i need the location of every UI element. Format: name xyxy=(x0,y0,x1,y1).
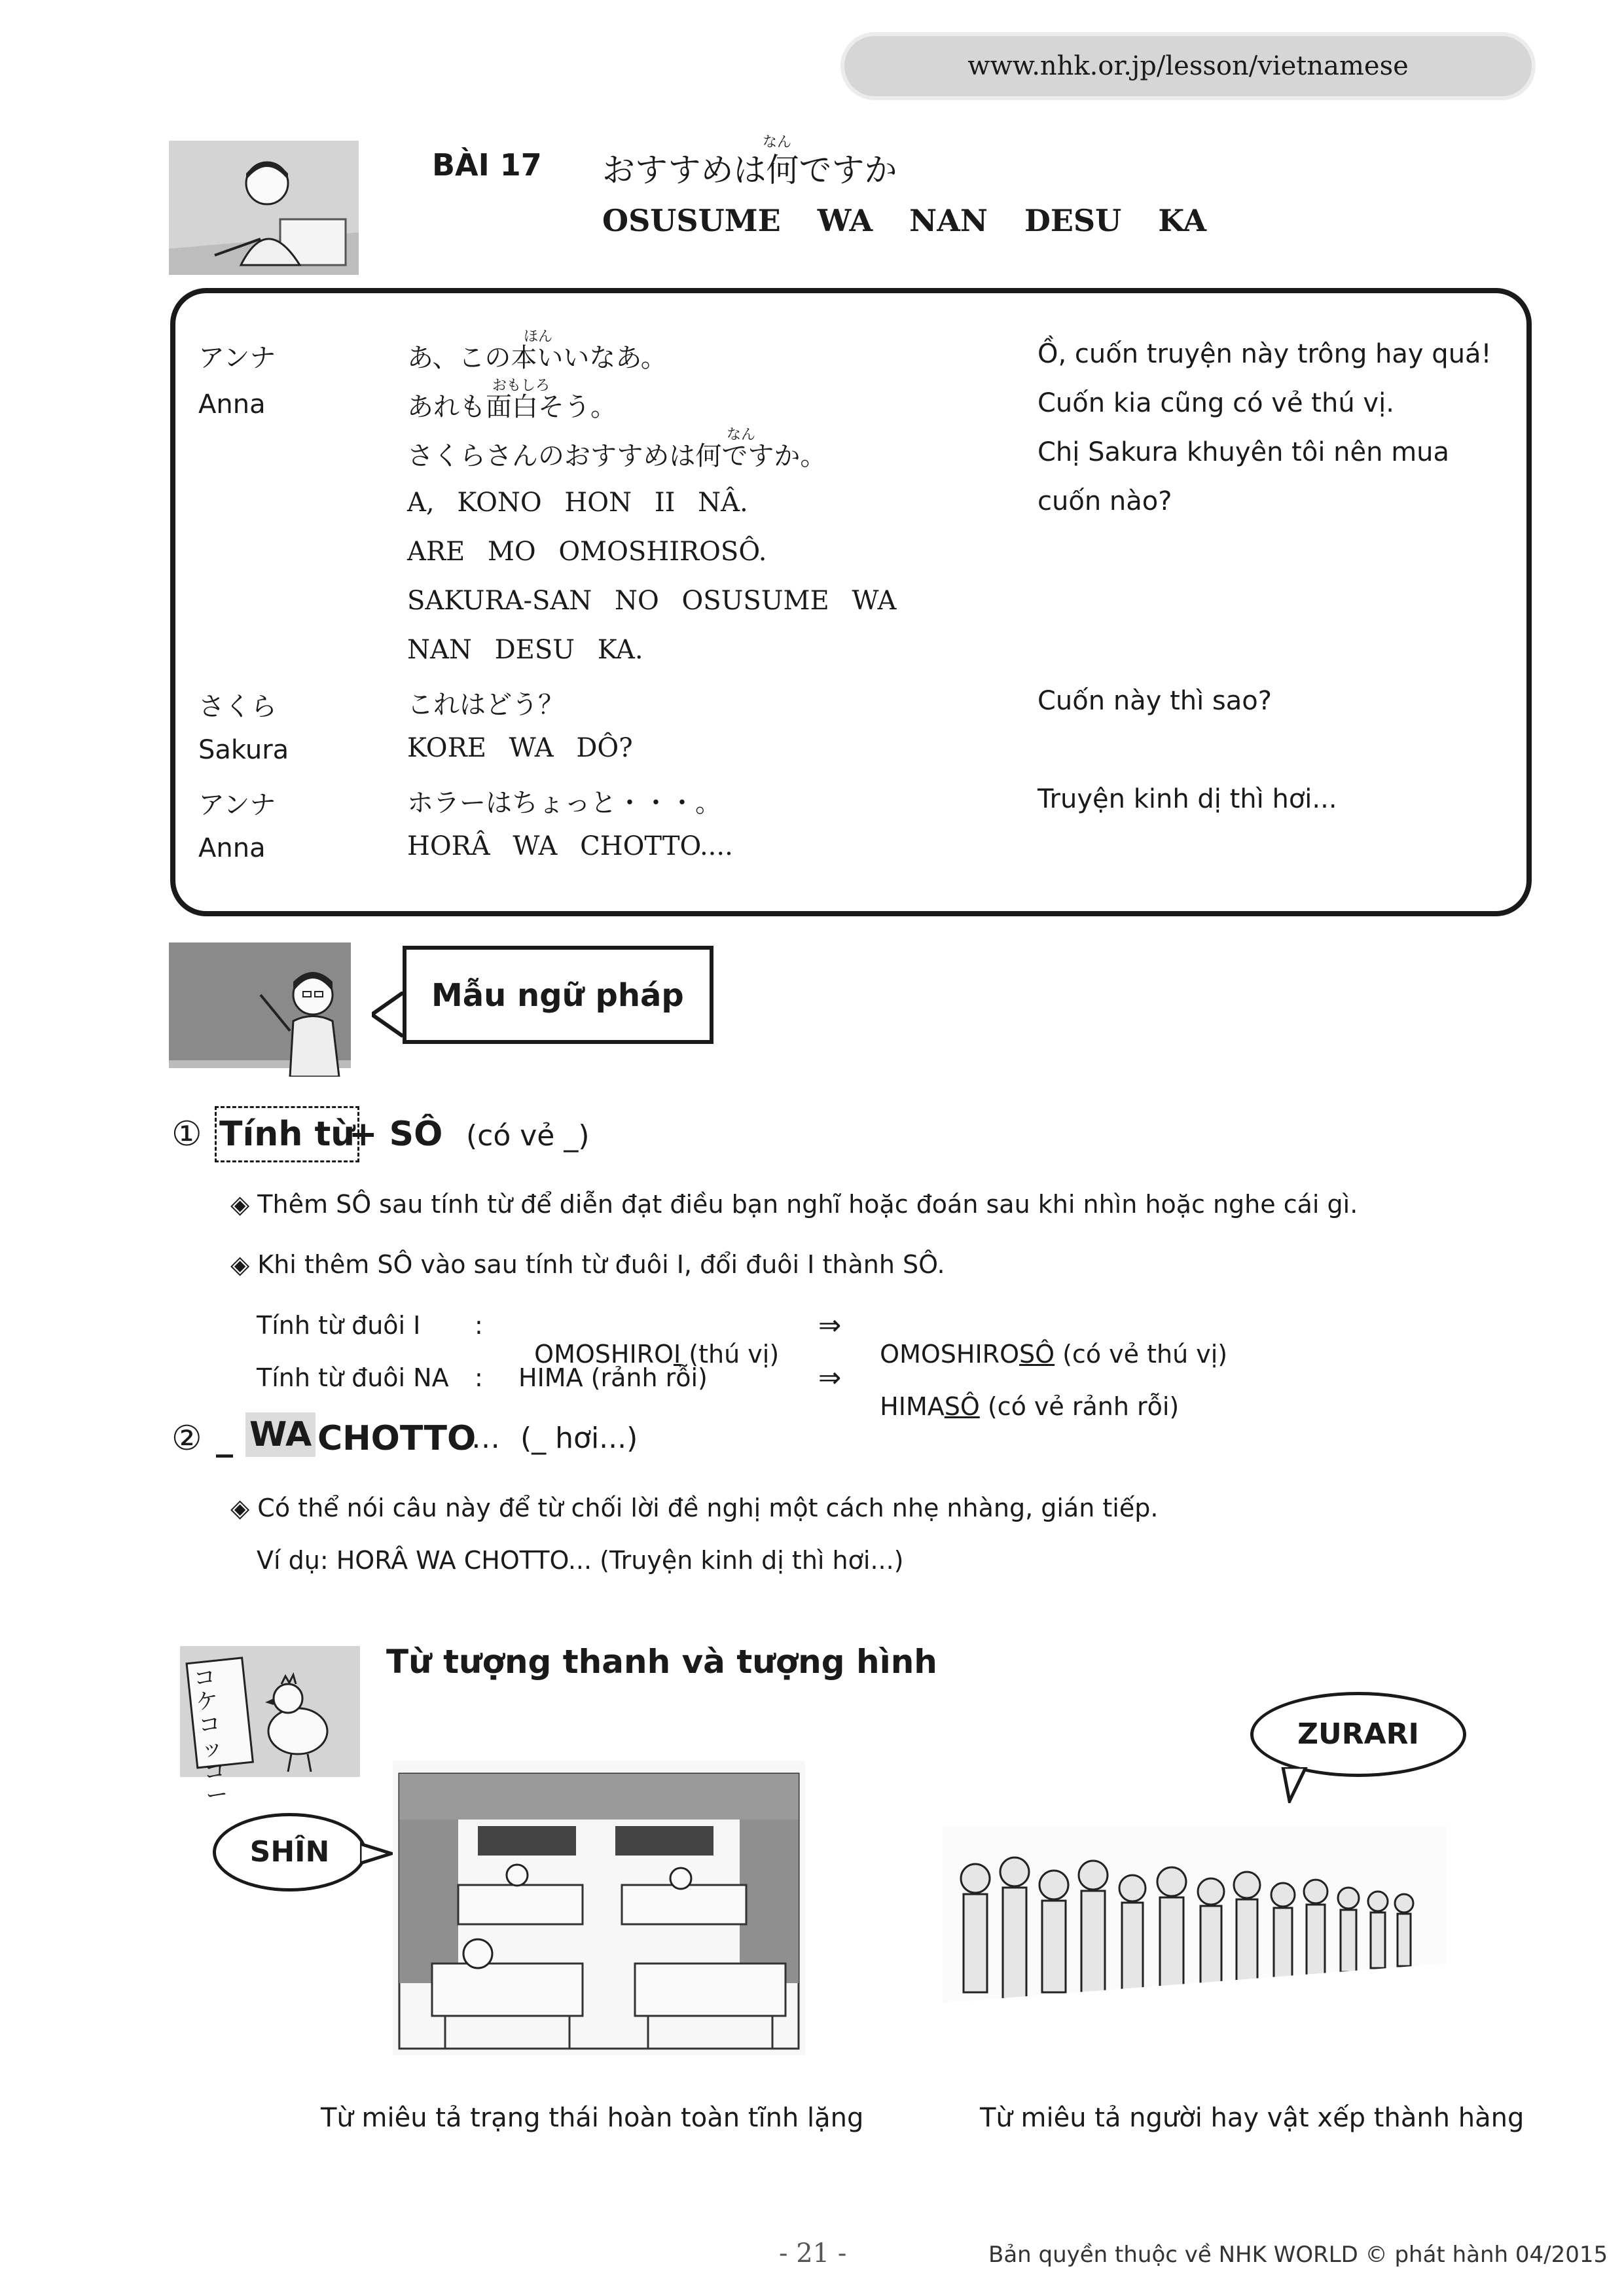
speaker-anna2-romaji: Anna xyxy=(198,833,266,863)
row2-label: Tính từ đuôi NA xyxy=(257,1363,449,1392)
row1-colon: : xyxy=(475,1311,483,1340)
ruby-nan: なん xyxy=(763,134,792,151)
row1-result xyxy=(864,1311,1227,1369)
shin-bubble: SHÎN xyxy=(213,1813,367,1892)
point1-note1: ◈ Thêm SÔ sau tính từ để diễn đạt điều bạn nghĩ hoặc đoán sau khi nhìn hoặc nghe cái gì. xyxy=(230,1190,1358,1219)
point2-blank: _ xyxy=(216,1419,233,1458)
point2-meaning: (_ hơi...) xyxy=(520,1422,638,1455)
point2-number: ② xyxy=(171,1419,202,1458)
zurari-bubble: ZURARI xyxy=(1250,1692,1466,1777)
anna2-translation: Truyện kinh dị thì hơi... xyxy=(1038,784,1337,814)
row1-arrow: ⇒ xyxy=(818,1309,842,1341)
page-number: - 21 - xyxy=(779,2238,847,2269)
sakura-translation: Cuốn này thì sao? xyxy=(1038,686,1272,716)
library-caption: Từ miêu tả trạng thái hoàn toàn tĩnh lặng xyxy=(321,2103,864,2133)
row2-dst-stem: HIMA xyxy=(880,1392,945,1421)
row1-source xyxy=(518,1311,779,1369)
row1-src-stem: OMOSHIRO xyxy=(534,1340,674,1369)
row2-result xyxy=(864,1363,1179,1421)
speaker-anna-romaji: Anna xyxy=(198,389,266,420)
romaji-line-3: SAKURA-SAN NO OSUSUME WA xyxy=(407,586,897,616)
jp-line-1: あ、この本いいなあ。 xyxy=(407,343,667,373)
ruby-omoshiro: おもしろ xyxy=(492,378,550,394)
lesson-title-jp-text: おすすめは何ですか xyxy=(602,151,897,189)
row2-dst-gloss: (có vẻ rảnh rỗi) xyxy=(979,1392,1180,1421)
point2-ellipsis: … xyxy=(471,1422,500,1455)
zurari-bubble-tail xyxy=(1280,1767,1312,1803)
shin-bubble-tail xyxy=(360,1840,393,1867)
row1-dst-gloss: (có vẻ thú vị) xyxy=(1055,1340,1228,1369)
point1-number: ① xyxy=(171,1115,202,1154)
speaker-sakura-jp: さくら xyxy=(198,692,277,722)
point2-term-highlight: WA xyxy=(245,1412,316,1457)
teacher-illustration xyxy=(169,936,351,1077)
lesson-illustration xyxy=(169,141,359,275)
speaker-anna-jp: アンナ xyxy=(198,343,276,373)
row2-colon: : xyxy=(475,1363,483,1392)
onomatopoeia-title: Từ tượng thanh và tượng hình xyxy=(386,1643,937,1681)
row1-src-gloss: (thú vị) xyxy=(681,1340,780,1369)
romaji-line-1: A, KONO HON II NÂ. xyxy=(407,488,748,518)
jp-line-3: さくらさんのおすすめは何ですか。 xyxy=(407,441,827,471)
queue-caption: Từ miêu tả người hay vật xếp thành hàng xyxy=(980,2103,1525,2133)
row2-dst-ending: SÔ xyxy=(944,1392,980,1421)
anna2-jp-line: ホラーはちょっと・・・。 xyxy=(407,788,721,818)
point1-note2: ◈ Khi thêm SÔ vào sau tính từ đuôi I, đổi đuôi I thành SÔ. xyxy=(230,1250,945,1279)
row2-arrow: ⇒ xyxy=(818,1361,842,1393)
jp-line-2: あれも面白そう。 xyxy=(407,392,617,422)
callout-pointer xyxy=(372,992,405,1037)
speaker-anna2-jp: アンナ xyxy=(198,790,276,820)
lesson-number: BÀI 17 xyxy=(432,147,542,183)
translation-line-2: Cuốn kia cũng có vẻ thú vị. xyxy=(1038,388,1394,418)
grammar-heading: Mẫu ngữ pháp xyxy=(403,946,713,1044)
row1-label: Tính từ đuôi I xyxy=(257,1311,421,1340)
translation-line-4: cuốn nào? xyxy=(1038,486,1172,516)
sakura-jp-line: これはどう？ xyxy=(407,690,564,720)
sakura-romaji-line: KORE WA DÔ? xyxy=(407,733,633,763)
point1-term-box: Tính từ xyxy=(215,1106,359,1162)
point2-note1: ◈ Có thể nói câu này để từ chối lời đề nghị một cách nhẹ nhàng, gián tiếp. xyxy=(230,1494,1159,1522)
speaker-sakura-romaji: Sakura xyxy=(198,735,289,765)
romaji-line-2: ARE MO OMOSHIROSÔ. xyxy=(407,537,767,567)
ruby-hon: ほん xyxy=(524,329,553,345)
point1-meaning: (có vẻ _) xyxy=(466,1119,590,1153)
romaji-line-4: NAN DESU KA. xyxy=(407,635,643,665)
lesson-title-romaji: OSUSUME WA NAN DESU KA xyxy=(602,203,1207,238)
rooster-sign-text: コケコッコー xyxy=(192,1664,230,1810)
anna2-romaji-line: HORÂ WA CHOTTO.... xyxy=(407,831,733,861)
translation-line-1: Ồ, cuốn truyện này trông hay quá! xyxy=(1038,339,1492,369)
point1-plus-so: + SÔ xyxy=(349,1115,443,1154)
translation-line-3: Chị Sakura khuyên tôi nên mua xyxy=(1038,437,1450,467)
copyright: Bản quyền thuộc về NHK WORLD © phát hành 04/2015 xyxy=(988,2242,1608,2268)
library-illustration xyxy=(393,1761,805,2055)
row1-src-ending: I xyxy=(674,1340,681,1369)
site-url: www.nhk.or.jp/lesson/vietnamese xyxy=(844,36,1532,96)
row2-source: HIMA (rảnh rỗi) xyxy=(518,1363,708,1392)
row1-dst-stem: OMOSHIRO xyxy=(880,1340,1019,1369)
point2-note2: Ví dụ: HORÂ WA CHOTTO... (Truyện kinh dị thì hơi...) xyxy=(257,1546,904,1575)
ruby-nan-2: なん xyxy=(727,427,756,443)
queue-illustration xyxy=(943,1826,1447,2055)
point2-rest: CHOTTO xyxy=(317,1419,477,1458)
row1-dst-ending: SÔ xyxy=(1019,1340,1055,1369)
lesson-title-jp xyxy=(602,134,897,191)
